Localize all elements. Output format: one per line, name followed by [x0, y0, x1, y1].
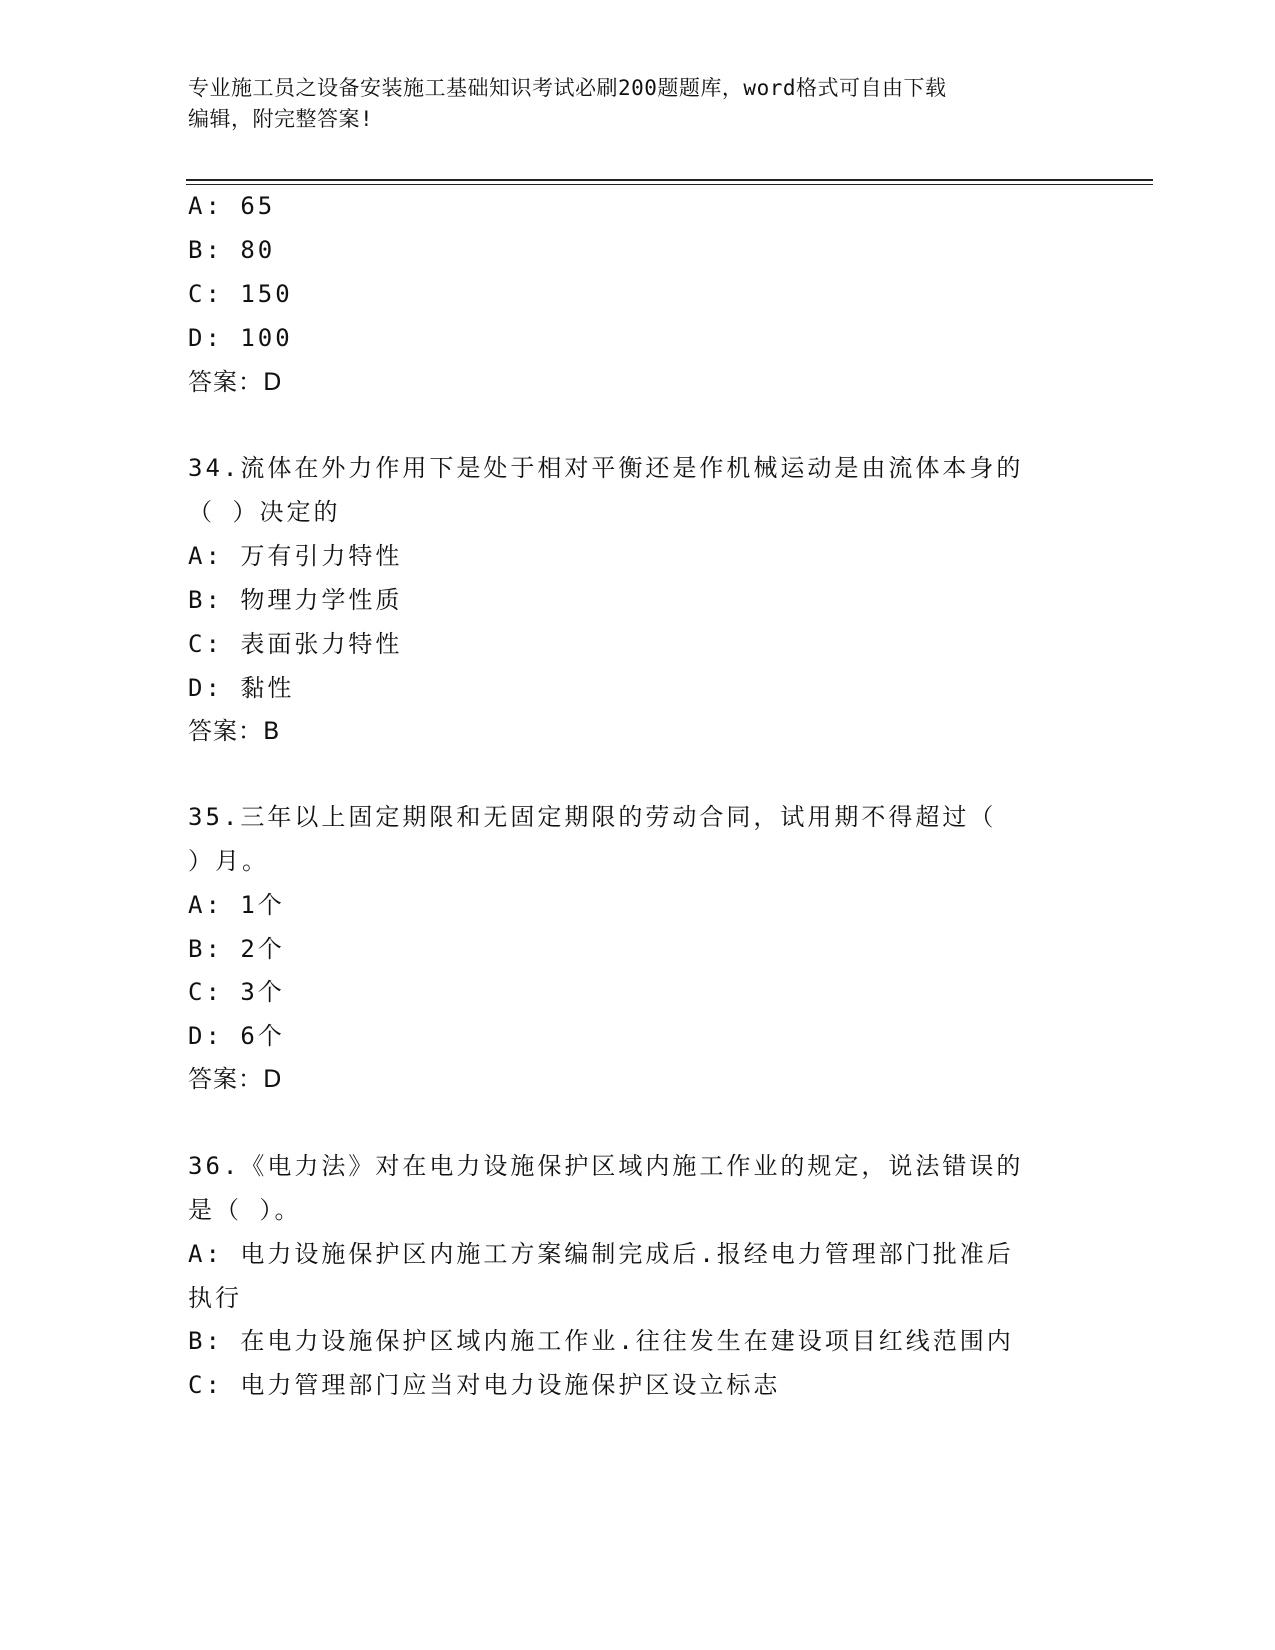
- q34-option-d: D: 黏性: [188, 674, 295, 702]
- q35-answer: 答案：D: [188, 1065, 283, 1093]
- q33-answer: 答案：D: [188, 368, 283, 396]
- q36-option-a-line-1: A: 电力设施保护区内施工方案编制完成后.报经电力管理部门批准后: [188, 1240, 1014, 1268]
- q33-option-b: B: 80: [188, 236, 276, 264]
- q36-option-b: B: 在电力设施保护区域内施工作业.往往发生在建设项目红线范围内: [188, 1327, 1014, 1355]
- q36-stem-line-1: 36.《电力法》对在电力设施保护区域内施工作业的规定，说法错误的: [188, 1152, 1024, 1180]
- q36-option-a-line-2: 执行: [188, 1284, 242, 1312]
- q34-option-b: B: 物理力学性质: [188, 586, 403, 614]
- q36-option-c: C: 电力管理部门应当对电力设施保护区设立标志: [188, 1371, 781, 1399]
- q34-option-a: A: 万有引力特性: [188, 542, 403, 570]
- header-divider-thick: [186, 179, 1153, 181]
- q33-option-a: A: 65: [188, 192, 276, 220]
- q36-stem-line-2: 是（ ）。: [188, 1196, 302, 1224]
- q35-option-c: C: 3个: [188, 978, 285, 1006]
- header-divider-thin: [186, 184, 1153, 185]
- q34-answer: 答案：B: [188, 717, 281, 745]
- q34-stem-line-2: （ ）决定的: [188, 498, 341, 526]
- header-line-2: 编辑，附完整答案!: [188, 107, 374, 131]
- q33-option-d: D: 100: [188, 324, 293, 352]
- q33-option-c: C: 150: [188, 280, 293, 308]
- document-header: [188, 73, 1068, 135]
- q35-option-a: A: 1个: [188, 891, 285, 919]
- q35-option-b: B: 2个: [188, 935, 285, 963]
- q35-stem-line-1: 35.三年以上固定期限和无固定期限的劳动合同，试用期不得超过（: [188, 803, 997, 831]
- header-line-1: 专业施工员之设备安装施工基础知识考试必刷200题题库，word格式可自由下载: [188, 76, 947, 100]
- q35-stem-line-2: ）月。: [188, 847, 269, 875]
- q34-stem-line-1: 34.流体在外力作用下是处于相对平衡还是作机械运动是由流体本身的: [188, 454, 1024, 482]
- q34-option-c: C: 表面张力特性: [188, 630, 403, 658]
- q35-option-d: D: 6个: [188, 1022, 285, 1050]
